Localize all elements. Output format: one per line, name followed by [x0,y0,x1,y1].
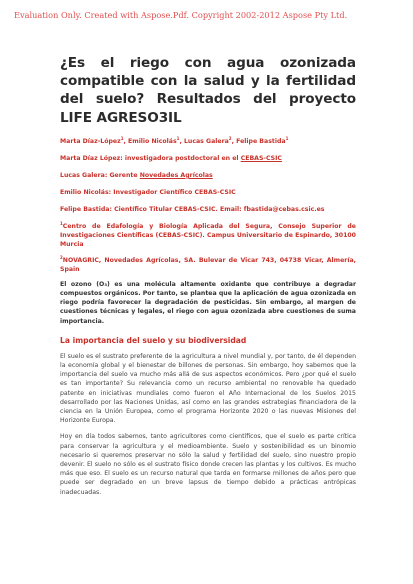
article-title: ¿Es el riego con agua ozonizada compatible con la salud y la fertilidad del suelo? Resultados del proyecto LIFE AGRESO3IL [60,55,356,126]
cebas-link[interactable]: CEBAS-CSIC [240,154,282,162]
affiliation-2: $^2$NOVAGRIC, Novedades Agrícolas, SA. Bulevar de Vicar 743, 04738 Vicar, Almería, Spain [60,254,356,273]
affiliation-1: $^1$Centro de Edafología y Biología Aplicada del Segura, Consejo Superior de Investigaciones Científicas (CEBAS-CSIC). Campus Universitario de Espinardo, 30100 Murcia [60,220,356,248]
author-list: Marta Díaz-López$^1$, Emilio Nicolás$^1$, Lucas Galera$^2$, Felipe Bastida$^1$ [60,135,289,145]
author-name: Marta Díaz-López [60,137,121,145]
section-heading: La importancia del suelo y su biodiversidad [60,335,247,345]
body-paragraph: Hoy en día todos sabemos, tanto agricultores como científicos, que el suelo es parte crítica para conservar la agricultura y el medioambiente. Suelo y sostenibilidad es un binomio necesario si queremos preservar no sólo la salud y fertilidad del suelo, sino nuestro propio devenir. El suelo no sólo es el sustrato físico donde crecen las plantas y los cultivos. Es mucho más que eso. El suelo es un recurso natural que tarda en formarse millones de años pero que puede ser degradado en un breve lapsus de tiempo debido a prácticas antrópicas inadecuadas. [60,433,356,496]
novedades-link[interactable]: Novedades Agrícolas [139,171,213,179]
author-name: Lucas Galera [183,137,229,145]
author-role-marta: Marta Díaz López: investigadora postdoctoral en el CEBAS-CSIC [60,154,282,162]
author-role-emilio: Emilio Nicolás: Investigador Científico CEBAS-CSIC [60,188,236,196]
evaluation-watermark: Evaluation Only. Created with Aspose.Pdf. Copyright 2002-2012 Aspose Pty Ltd. [14,10,348,20]
author-role-lucas: Lucas Galera: Gerente Novedades Agrícolas [60,171,213,179]
author-name: Felipe Bastida [236,137,286,145]
document-page [60,54,356,497]
abstract: El ozono (O₃) es una molécula altamente oxidante que contribuye a degradar compuestos orgánicos. Por tanto, se plantea que la aplicación de agua ozonizada en riego podría favorecer la degradación de pesticidas. Sin embargo, al margen de cuestiones técnicas y legales, el riego con agua ozonizada abre cuestiones de suma importancia. [60,280,356,325]
body-paragraph: El suelo es el sustrato preferente de la agricultura a nivel mundial y, por tanto, de él dependen la economía global y el bienestar de billones de personas. Sin embargo, hoy sabemos que la importancia del suelo va mucho más allá de sus aspectos económicos. Pero ¿por qué el suelo es tan importante? Su relevancia como un recurso ambiental no renovable ha quedado patente en iniciativas mundiales como fueron el Año Internacional de los Suelos 2015 desarrollado por las Naciones Unidas, así como en las grandes estrategias financiadora de la ciencia en la Unión Europea, como el programa Horizonte 2020 o las nuevas Misiones del Horizonte Europa. [60,352,356,425]
author-role-felipe: Felipe Bastida: Científico Titular CEBAS-CSIC. Email: fbastida@cebas.csic.es [60,205,325,213]
author-name: Emilio Nicolás [128,137,177,145]
